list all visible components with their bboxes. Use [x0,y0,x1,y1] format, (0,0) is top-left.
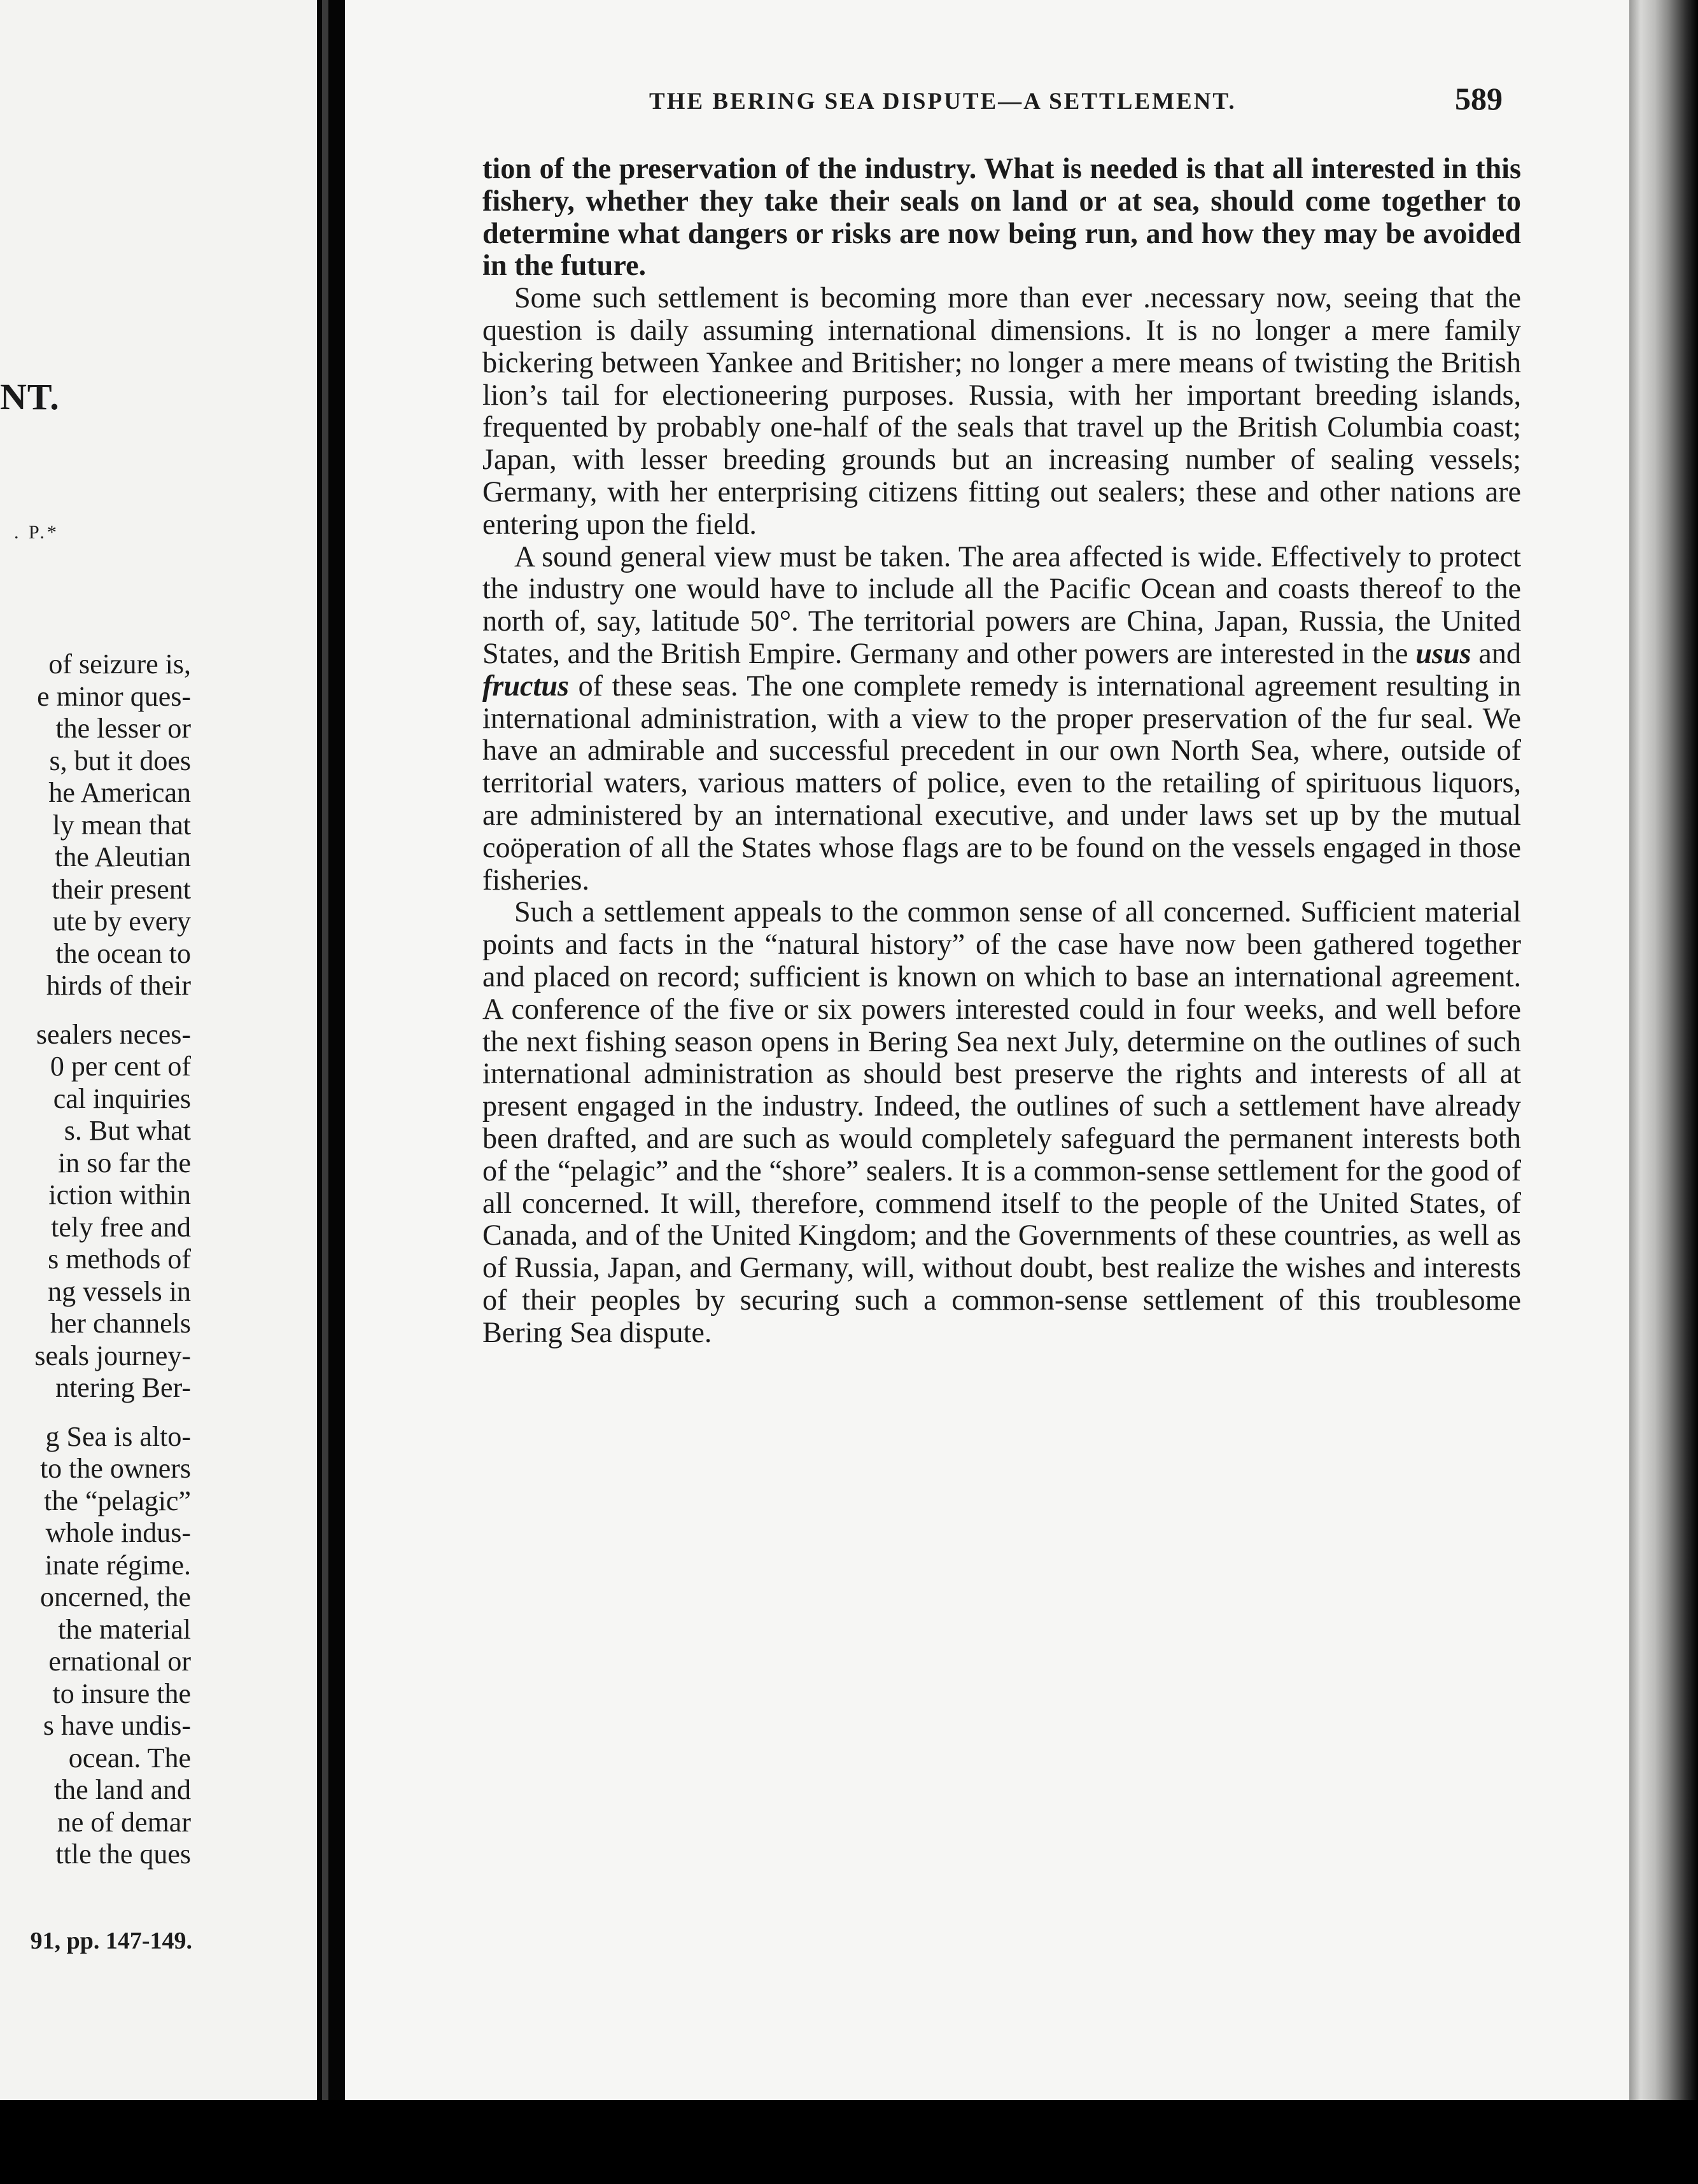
facing-page-line: the “pelagic” [44,1485,191,1516]
page-edge [1629,0,1698,2100]
facing-page-line: to insure the [52,1677,191,1709]
facing-page-line: ng vessels in [48,1275,191,1307]
facing-page-line: he American [48,777,191,808]
facing-page-line: hirds of their [46,970,191,1001]
facing-page-line: e minor ques- [37,680,191,712]
facing-page-line: s have undis- [43,1710,191,1741]
facing-page-line: ly mean that [52,809,191,841]
facing-page-line: of seizure is, [48,648,191,680]
paragraph-1: tion of the preservation of the industry. What is needed is that all interested in this fishery, whether they take their seals on land or at sea, should come together to determine what dangers or risks are now being run, and how they may be avoided in the future. [482,152,1521,282]
facing-page-line: s methods of [48,1243,191,1275]
facing-page-line: tely free and [51,1211,191,1243]
facing-page [0,0,317,2184]
facing-page-line: ntering Ber- [55,1372,191,1403]
book-gutter [317,0,345,2184]
paragraph-3-text-c: of these seas. The one complete remedy is international agreement resulting in international administration, with a view to the proper preservation of the fur seal. We have an admirable and successful precedent in our own North Sea, where, outside of territorial waters, various matters of police, even to the retailing of spirituous liquors, are administered by an international executive, and under laws set up by the mutual coöperation of all the States whose flags are to be found on the vessels engaged in those fisheries. [482,669,1521,896]
usus-word: usus [1415,636,1471,669]
facing-page-heading-fragment: NT. [0,376,60,417]
facing-page-line: ne of demar [57,1806,191,1838]
facing-page-line: in so far the [58,1147,191,1179]
facing-page-line: inate régime. [45,1549,191,1581]
running-head: THE BERING SEA DISPUTE—A SETTLEMENT. [649,88,1237,115]
facing-page-line: 0 per cent of [50,1051,191,1082]
facing-page-line: the lesser or [55,713,191,744]
fructus-word: fructus [482,669,570,702]
facing-page-line: sealers neces- [36,1018,191,1050]
facing-page-line: g Sea is alto- [45,1420,191,1452]
paragraph-3 [482,541,1521,897]
facing-page-line: the land and [53,1774,191,1805]
facing-page-line: the material [58,1613,191,1645]
facing-page-line: s. But what [64,1115,191,1146]
facing-page-line: ocean. The [68,1742,191,1774]
page-number: 589 [1455,81,1503,116]
facing-page-line: s, but it does [49,745,191,776]
scan-background [0,2100,1698,2184]
article-body [482,153,1521,1348]
facing-page-line: oncerned, the [40,1581,191,1613]
facing-page-line: ernational or [48,1646,191,1677]
facing-page-line: the Aleutian [55,841,191,872]
facing-page-line: ttle the ques [55,1838,191,1870]
facing-page-footnote-fragment: 91, pp. 147-149. [30,1928,192,1954]
facing-page-line: to the owners [39,1453,191,1484]
paragraph-3-text-b: and [1471,636,1521,669]
facing-page-line: their present [52,873,191,905]
facing-page-line: cal inquiries [53,1082,191,1114]
facing-page-line: whole indus- [45,1517,191,1548]
paragraph-3-text-a: A sound general view must be taken. The area affected is wide. Effectively to protect the industry one would have to include all the Pacific Ocean and coasts thereof to the north of, say, latitude 50°. The territorial powers are China, Japan, Russia, the United States, and the British Empire. Germany and other powers are interested in the [482,540,1521,669]
paragraph-2: Some such settlement is becoming more than ever .necessary now, seeing that the question is daily assuming international dimensions. It is no longer a mere family bickering between Yankee and Britisher; no longer a mere means of twisting the British lion’s tail for electioneering purposes. Russia, with her important breeding islands, frequented by probably one-half of the seals that travel up the British Columbia coast; Japan, with lesser breeding grounds but an increasing number of sealing vessels; Germany, with her enterprising citizens fitting out sealers; these and other nations are entering upon the field. [482,281,1521,540]
facing-page-author-fragment: . P.* [14,522,59,543]
paragraph-4: Such a settlement appeals to the common sense of all concerned. Sufficient material points and facts in the “natural history” of the case have now been gathered together and placed on record; sufficient is known on which to base an international agreement. A conference of the five or six powers interested could in four weeks, and well before the next fishing season opens in Bering Sea next July, determine on the outlines of such international administration as should best preserve the rights and interests of all at present engaged in the industry. Indeed, the outlines of such a settlement have already been drafted, and are such as would completely safeguard the permanent interests both of the “pelagic” and the “shore” sealers. It is a common-sense settlement for the good of all concerned. It will, therefore, commend itself to the people of the United States, of Canada, and of the United Kingdom; and the Governments of these countries, as well as of Russia, Japan, and Germany, will, without doubt, best realize the wishes and interests of their peoples by securing such a common-sense settlement of this troublesome Bering Sea dispute. [482,895,1521,1348]
facing-page-line: iction within [48,1179,191,1210]
facing-page-line: seals journey- [34,1340,191,1371]
facing-page-line: ute by every [52,906,191,937]
facing-page-line: her channels [50,1308,191,1339]
facing-page-line: the ocean to [55,937,191,969]
